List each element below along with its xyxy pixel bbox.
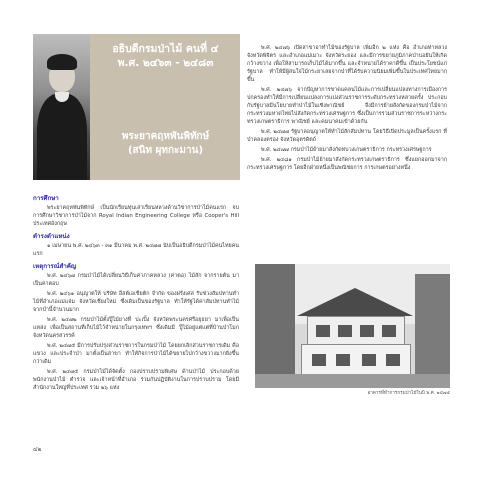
header-name-line1: พระยาคฤหพันพิทักษ์ bbox=[121, 131, 210, 142]
paragraph-event: พ.ศ. ๒๔๖๑ อนุญาตให้ บริษัท อีสต์เอเชียติก จำกัด ของฝรั่งเศส รับช่วงสัมปทานทำไม้ที่อำเภอแม่แจ่ม จังหวัดเชียงใหม่ ซึ่งเดิมเป็นของรัฐบาล ทำให้รัฐได้ค่าสัมปทานทำไม้จากป่านี้จำนวนมาก bbox=[33, 291, 239, 313]
portrait-photo bbox=[33, 34, 90, 180]
paragraph-event: พ.ศ. ๒๔๘๑ กรมป่าไม้ย้ายมาสังกัดกระทรวงเกษตราธิการ ซึ่งแยกออกมาจากกระทรวงเศรษฐการ โดยอีกฝ่ายหนึ่งเป็นพณิชยการ การเกษตรอย่างหนึ่ง bbox=[247, 157, 447, 171]
header-title-line1: อธิบดีกรมป่าไม้ คนที่ ๔ bbox=[112, 43, 219, 55]
photo-roof bbox=[297, 288, 413, 316]
paragraph-education: พระยาคฤหพันพิทักษ์ เป็นนักเรียนทุนเล่าเรียนหลวงด้านวิชาการป่าไม้คนแรก จบการศึกษาวิชาการป่าไม้จาก Royal Indian Engineering College หรือ Cooper's Hill ประเทศอังกฤษ bbox=[33, 205, 239, 227]
photo-house-upper bbox=[307, 316, 405, 346]
section-title-education: การศึกษา bbox=[33, 195, 59, 202]
portrait-body bbox=[37, 94, 87, 180]
paragraph-event: พ.ศ. ๒๔๗๕ กรมป่าไม้ได้จัดตั้ง กองปราบปรามพิเศษ ด้านป่าไม้ ประกอบด้วยพนักงานป่าไม้ ตำรวจ และเจ้าหน้าที่อำเภอ ร่วมกันปฏิบัติงานในการปราบปราม โดยมีสำนักงานใหญ่ที่ประเทศ รวม ๒๖ แห่ง bbox=[33, 369, 239, 391]
paragraph-event: พ.ศ. ๒๔๗๖ จากปัญหาการขาดแคลนไม้และการเปลี่ยนแปลงทางการเมืองการปกครองทำให้มีการเปลี่ยนแปลงการแบ่งส่วนราชการระดับกระทรวงหลายครั้ง ประกอบกับรัฐบาลมีนโยบายทำป่าไม้ในเชิงพาณิชย์ จึงมีการย้ายสังกัดของกรมป่าไม้จากกระทรวงมหาดไทยไปสังกัดกระทรวงเศรษฐการ ซึ่งเป็นการรวมส่วนราชการระหว่างกระทรวงเกษตราธิการ พาณิชย์ และคมนาคมเข้าด้วยกัน bbox=[247, 87, 447, 125]
header-name-line2: (สนิท ผุทกะมาน) bbox=[127, 145, 204, 156]
photo-window bbox=[336, 354, 350, 366]
photo-house-lower bbox=[301, 344, 411, 376]
paragraph-event: พ.ศ. ๒๔๖๗ กรมป่าไม้ได้เปลี่ยนวิธีเก็บค่าภาคหลวง (ค่าตอ) ไม้สัก จากรายต้น มาเป็นค่าตอบ bbox=[33, 273, 239, 287]
section-title-events: เหตุการณ์สำคัญ bbox=[33, 263, 77, 270]
photo-tree-left bbox=[255, 264, 295, 388]
photo-window bbox=[382, 325, 396, 337]
paragraph-position: ๑ เมษายน พ.ศ. ๒๔๖๓ - ๓๑ มีนาคม พ.ศ. ๒๔๗๗ นับเป็นอธิบดีกรมป่าไม้คนไทยคนแรก bbox=[33, 243, 239, 257]
photo-window bbox=[312, 354, 326, 366]
header-title-line2: พ.ศ. ๒๔๖๓ - ๒๔๘๓ bbox=[117, 57, 214, 69]
header-name bbox=[93, 130, 238, 158]
paragraph-event: พ.ศ. ๒๔๗๗ กรมป่าไม้ย้ายมาสังกัดทบวงเกษตราธิการ กระทรวงเศรษฐการ bbox=[261, 147, 432, 153]
right-column bbox=[247, 44, 447, 174]
page-number: ๔๒ bbox=[33, 446, 42, 453]
paragraph-event: พ.ศ. ๒๔๗๖ เปิดสาขาอาทำไม้ของรัฐบาล เพิ่มอีก ๒ แห่ง คือ อำเภอท่าหลวง จังหวัดพิจิตร และอำเภอแม่เมาะ จังหวัดระยอง และมีการขยายภูมิภาคป่าบอยันให้เกิดกว้างขวาง เพื่อให้สามารถเก็บไม้ได้มากขึ้น และจำหน่ายได้ราคาดีขึ้น เป็นประโยชน์แก่รัฐบาล ทำให้มีผู้สนใจไม้กระยาเลยจากป่าที่ได้รับความนิยมเพิ่มขึ้นในประเทศไทยมากขึ้น bbox=[247, 45, 447, 83]
left-column bbox=[33, 190, 239, 394]
header-band bbox=[33, 34, 240, 180]
header-title bbox=[93, 42, 238, 70]
paragraph-event: พ.ศ. ๒๔๗๒ กรมป่าไม้ตั้งปู๊ไม้ยางที่ ปะเปิ้ง จังหวัดพระนครศรีอยุธยา มาเพื่อเป็นแหล่ง เพื่อเป็นสถานที่เก็บไม้ไว้จำหน่ายในกรุงเทพฯ ซึ่งเดิมมี ปู๊ไม้อยู่แต่แต่ที่บ้านป่าโมก จังหวัดนครสวรรค์ bbox=[33, 317, 239, 339]
photo-window bbox=[360, 325, 374, 337]
photo-window bbox=[338, 325, 352, 337]
photo-caption: อาคารที่ทำการกรมป่าไม้ในปี พ.ศ. ๒๔๗๕ bbox=[367, 391, 450, 396]
building-photo bbox=[255, 264, 450, 388]
section-title-position: ดำรงตำแหน่ง bbox=[33, 233, 70, 240]
photo-window bbox=[386, 354, 400, 366]
paragraph-event: พ.ศ. ๒๔๗๗ รัฐบาลอนุญาตให้ทำไม้สักสัมปทาน โดยวิธีเปิดประมูลเป็นครั้งแรก ที่ป่าคลองตรอง จังหวัดอุตรดิตถ์ bbox=[247, 129, 447, 143]
photo-window bbox=[316, 325, 330, 337]
portrait-hair bbox=[47, 54, 77, 70]
paragraph-event: พ.ศ. ๒๔๗๕ มีการปรับปรุงส่วนราชการในกรมป่าไม้ โดยยกเลิกส่วนราชการเดิม คือ แขวง และประจำป่า มาตั้งเป็นสาขา ทำให้กิจการป่าไม้ได้ขยายไปกว้างขวางมากยิ่งขึ้นกว่าเดิม bbox=[33, 343, 239, 365]
photo-ground bbox=[255, 374, 450, 388]
photo-tree-right bbox=[415, 274, 450, 388]
photo-window bbox=[362, 354, 376, 366]
